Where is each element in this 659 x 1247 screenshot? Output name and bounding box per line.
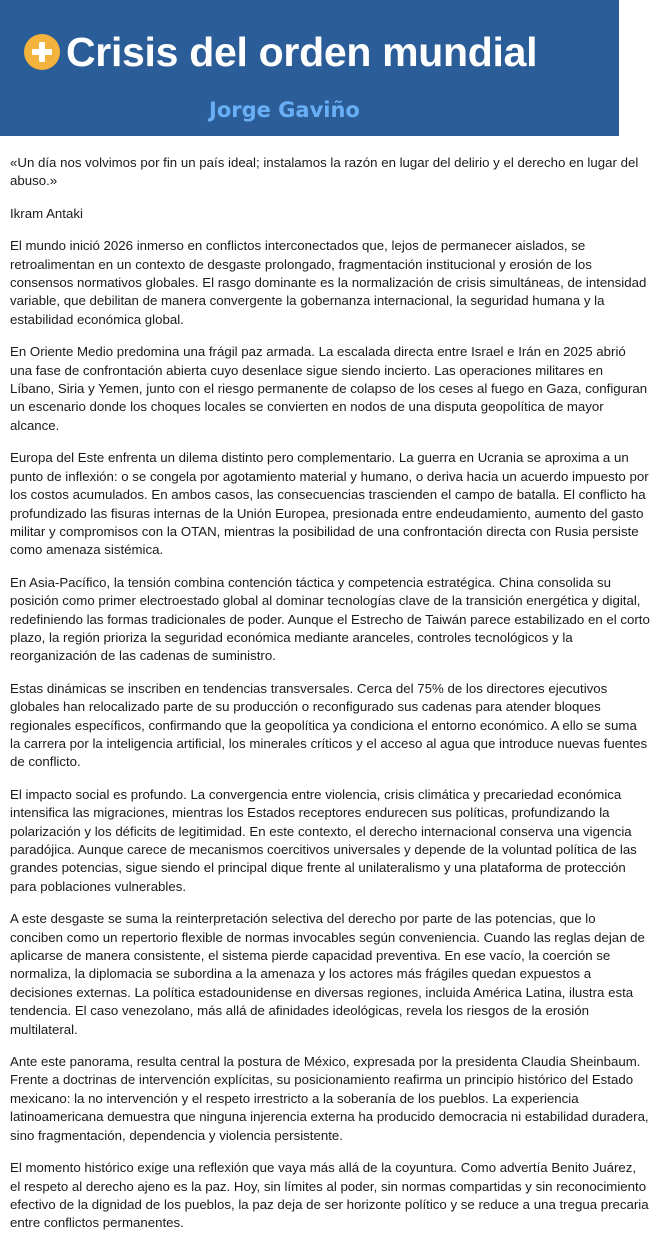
paragraph-6: El impacto social es profundo. La convergencia entre violencia, crisis climática y precariedad económica intensifica las migraciones, mientras los Estados receptores endurecen sus políticas, profundizando la polarización y los déficits de legitimidad. En este contexto, el derecho internacional conserva una vigencia paradójica. Aunque carece de mecanismos coercitivos universales y depende de la voluntad política de las grandes potencias, sigue siendo el principal dique frente al unilateralismo y una plataforma de protección para poblaciones vulnerables. — [10, 786, 637, 894]
paragraph-9: El momento histórico exige una reflexión que vaya más allá de la coyuntura. Como advertía Benito Juárez, el respeto al derecho ajeno es la paz. Hoy, sin límites al poder, sin normas compartidas y sin reconocimiento efectivo de la dignidad de los pueblos, la paz deja de ser horizonte político y se reduce a una tregua precaria entre conflictos permanentes. — [10, 1160, 649, 1231]
paragraph-4: En Asia-Pacífico, la tensión combina contención táctica y competencia estratégica. China consolida su posición como primer electroestado global al dominar tecnologías clave de la transición energética y digital, redefiniendo las formas tradicionales de poder. Aunque el Estrecho de Taiwán parece estabilizado en el corto plazo, la región prioriza la seguridad económica mediante aranceles, controles tecnológicos y la reorganización de las cadenas de suministro. — [10, 574, 650, 664]
paragraph-5: Estas dinámicas se inscriben en tendencias transversales. Cerca del 75% de los directores ejecutivos globales han relocalizado parte de su producción o reconfigurado sus cadenas para atender bloques regionales específicos, confirmando que la geopolítica ya condiciona el entorno económico. A ello se suma la carrera por la inteligencia artificial, los minerales críticos y el acceso al agua que introduce nuevas fuentes de conflicto. — [10, 680, 648, 770]
epigraph-author: Ikram Antaki — [10, 205, 83, 221]
paragraph-8: Ante este panorama, resulta central la postura de México, expresada por la presidenta Claudia Sheinbaum. Frente a doctrinas de intervención explícitas, su posicionamiento reafirma un principio histórico del Estado mexicano: la no intervención y el respeto irrestricto a la soberanía de los pueblos. La experiencia latinoamericana demuestra que ninguna injerencia externa ha producido democracia ni estabilidad duradera, sino fragmentación, dependencia y violencia persistente. — [10, 1054, 649, 1143]
plus-circle-icon — [24, 34, 60, 70]
paragraph-3: Europa del Este enfrenta un dilema distinto pero complementario. La guerra en Ucrania se aproxima a un punto de inflexión: o se congela por agotamiento material y humano, o deriva hacia un acuerdo impuesto por los costos acumulados. En ambos casos, las consecuencias trascienden el campo de batalla. El conflicto ha profundizado las fisuras internas de la Unión Europea, presionada entre endeudamiento, aumento del gasto militar y compromisos con la OTAN, mientras la posibilidad de una confrontación directa con Rusia persiste como amenaza sistémica. — [10, 450, 649, 558]
page-title: Crisis del orden mundial — [66, 29, 538, 75]
epigraph-quote: «Un día nos volvimos por fin un país ideal; instalamos la razón en lugar del delirio y el derecho en lugar del abuso.» — [10, 155, 639, 189]
paragraph-2: En Oriente Medio predomina una frágil paz armada. La escalada directa entre Israel e Irán en 2025 abrió una fase de confrontación abierta cuyo desenlace sigue siendo incierto. Las operaciones militares en Líbano, Siria y Yemen, junto con el riesgo permanente de colapso de los ceses al fuego en Gaza, configuran un escenario donde los choques locales se convierten en nodos de una disputa geopolítica de mayor alcance. — [10, 344, 648, 433]
article-body — [10, 154, 650, 1247]
column-author: Jorge Gaviño — [209, 98, 360, 122]
header-banner — [0, 0, 619, 136]
paragraph-7: A este desgaste se suma la reinterpretación selectiva del derecho por parte de las potencias, que lo conciben como un repertorio flexible de normas invocables según conveniencia. Cuando las reglas dejan de aplicarse de manera consistente, el sistema pierde capacidad preventiva. En ese vacío, la coerción se normaliza, la diplomacia se subordina a la amenaza y los actores más frágiles quedan expuestos a decisiones externas. La política estadounidense en diversas regiones, incluida América Latina, ilustra esta tendencia. El caso venezolano, más allá de afinidades ideológicas, revela los riesgos de la erosión multilateral. — [10, 911, 645, 1037]
paragraph-1: El mundo inició 2026 inmerso en conflictos interconectados que, lejos de permanecer aislados, se retroalimentan en un contexto de desgaste prolongado, fragmentación institucional y erosión de los consensos normativos globales. El rasgo dominante es la normalización de crisis simultáneas, de intensidad variable, que debilitan de manera convergente la gobernanza internacional, la seguridad humana y la estabilidad económica global. — [10, 238, 647, 327]
